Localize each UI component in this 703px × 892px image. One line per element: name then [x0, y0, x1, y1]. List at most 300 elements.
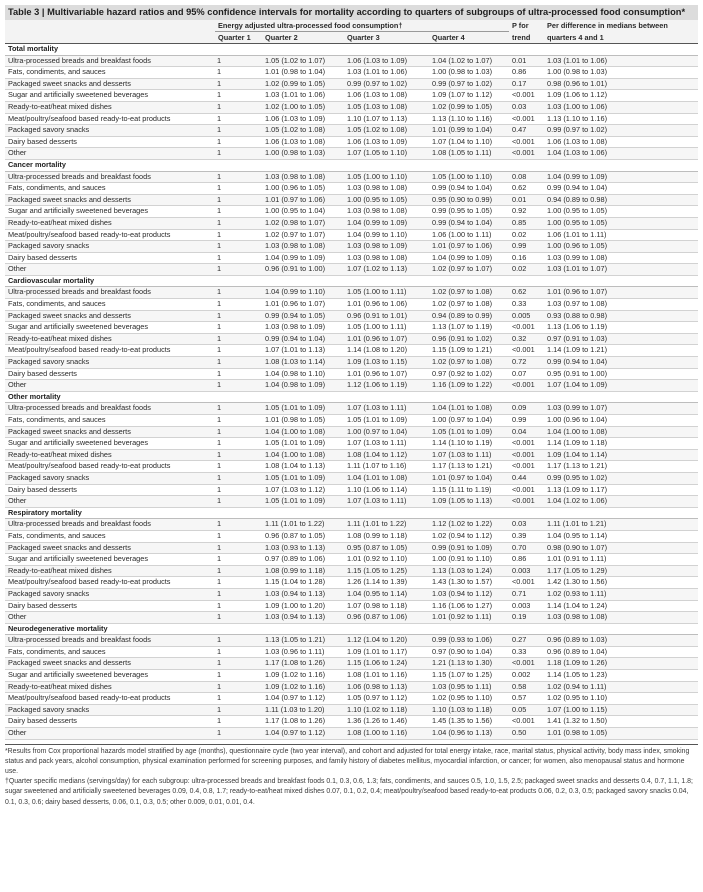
quarter-4-cell: 1.15 (1.07 to 1.25): [429, 670, 509, 682]
subgroup-cell: Packaged sweet snacks and desserts: [5, 310, 215, 322]
quarter-4-cell: 1.06 (1.00 to 1.11): [429, 229, 509, 241]
quarter-2-cell: 1.01 (0.96 to 1.07): [262, 299, 344, 311]
section-title: Neurodegenerative mortality: [5, 623, 698, 635]
p-trend-cell: 0.47: [509, 125, 544, 137]
quarter-1-cell: 1: [215, 322, 262, 334]
quarter-3-cell: 1.11 (1.01 to 1.22): [344, 519, 429, 531]
table-row: [5, 252, 698, 264]
quarter-2-cell: 1.13 (1.05 to 1.21): [262, 635, 344, 647]
quarter-3-cell: 1.10 (1.07 to 1.13): [344, 113, 429, 125]
quarter-4-cell: 1.04 (0.96 to 1.13): [429, 728, 509, 740]
quarter-3-cell: 1.06 (1.03 to 1.09): [344, 55, 429, 67]
header-blank-2: [5, 32, 215, 44]
quarter-2-cell: 1.05 (1.01 to 1.09): [262, 438, 344, 450]
subgroup-cell: Other: [5, 380, 215, 392]
p-trend-cell: 0.62: [509, 183, 544, 195]
header-diff-line2: quarters 4 and 1: [544, 32, 698, 44]
subgroup-cell: Ultra-processed breads and breakfast foods: [5, 635, 215, 647]
quarter-1-cell: 1: [215, 113, 262, 125]
table-row: [5, 345, 698, 357]
subgroup-cell: Ready-to-eat/heat mixed dishes: [5, 217, 215, 229]
quarter-4-cell: 1.09 (1.05 to 1.13): [429, 496, 509, 508]
quarter-2-cell: 1.06 (1.03 to 1.09): [262, 113, 344, 125]
table-row: [5, 704, 698, 716]
quarter-4-cell: 1.02 (0.97 to 1.07): [429, 264, 509, 276]
difference-cell: 1.01 (0.91 to 1.11): [544, 554, 698, 566]
table-row: [5, 693, 698, 705]
subgroup-cell: Meat/poultry/seafood based ready-to-eat products: [5, 229, 215, 241]
quarter-1-cell: 1: [215, 716, 262, 728]
quarter-1-cell: 1: [215, 646, 262, 658]
table-row: [5, 600, 698, 612]
quarter-2-cell: 1.04 (0.98 to 1.09): [262, 380, 344, 392]
table-row: [5, 681, 698, 693]
quarter-1-cell: 1: [215, 194, 262, 206]
quarter-1-cell: 1: [215, 136, 262, 148]
quarter-3-cell: 1.04 (0.99 to 1.10): [344, 229, 429, 241]
subgroup-cell: Meat/poultry/seafood based ready-to-eat products: [5, 693, 215, 705]
subgroup-cell: Dairy based desserts: [5, 252, 215, 264]
quarter-3-cell: 1.01 (0.96 to 1.06): [344, 299, 429, 311]
quarter-4-cell: 1.07 (1.04 to 1.10): [429, 136, 509, 148]
section-heading-row: [5, 507, 698, 519]
table-row: [5, 357, 698, 369]
quarter-3-cell: 1.05 (1.01 to 1.09): [344, 415, 429, 427]
quarter-3-cell: 1.07 (1.02 to 1.13): [344, 264, 429, 276]
table-row: [5, 183, 698, 195]
difference-cell: 1.01 (0.98 to 1.05): [544, 728, 698, 740]
difference-cell: 1.17 (1.05 to 1.29): [544, 565, 698, 577]
subgroup-cell: Fats, condiments, and sauces: [5, 67, 215, 79]
quarter-3-cell: 0.96 (0.87 to 1.06): [344, 612, 429, 624]
header-quarter-2: Quarter 2: [262, 32, 344, 44]
table-row: [5, 415, 698, 427]
quarter-4-cell: 1.09 (1.07 to 1.12): [429, 90, 509, 102]
quarter-4-cell: 0.94 (0.89 to 0.99): [429, 310, 509, 322]
subgroup-cell: Ready-to-eat/heat mixed dishes: [5, 333, 215, 345]
header-quarter-3: Quarter 3: [344, 32, 429, 44]
table-row: [5, 171, 698, 183]
p-trend-cell: 0.09: [509, 403, 544, 415]
quarter-4-cell: 1.45 (1.35 to 1.56): [429, 716, 509, 728]
subgroup-cell: Packaged savory snacks: [5, 241, 215, 253]
difference-cell: 1.09 (1.04 to 1.14): [544, 449, 698, 461]
subgroup-cell: Dairy based desserts: [5, 484, 215, 496]
quarter-3-cell: 1.03 (1.01 to 1.06): [344, 67, 429, 79]
p-trend-cell: 0.86: [509, 554, 544, 566]
difference-cell: 0.93 (0.88 to 0.98): [544, 310, 698, 322]
quarter-1-cell: 1: [215, 148, 262, 160]
table-row: [5, 206, 698, 218]
subgroup-cell: Ready-to-eat/heat mixed dishes: [5, 449, 215, 461]
quarter-4-cell: 1.01 (0.92 to 1.11): [429, 612, 509, 624]
quarter-2-cell: 1.08 (1.04 to 1.13): [262, 461, 344, 473]
quarter-1-cell: 1: [215, 704, 262, 716]
header-p-line2: trend: [509, 32, 544, 44]
quarter-4-cell: 0.99 (0.93 to 1.06): [429, 635, 509, 647]
quarter-1-cell: 1: [215, 252, 262, 264]
quarter-3-cell: 1.15 (1.06 to 1.24): [344, 658, 429, 670]
p-trend-cell: <0.001: [509, 577, 544, 589]
p-trend-cell: 0.50: [509, 728, 544, 740]
difference-cell: 1.03 (1.00 to 1.06): [544, 101, 698, 113]
difference-cell: 1.02 (0.93 to 1.11): [544, 588, 698, 600]
subgroup-cell: Meat/poultry/seafood based ready-to-eat products: [5, 577, 215, 589]
subgroup-cell: Packaged savory snacks: [5, 357, 215, 369]
subgroup-cell: Meat/poultry/seafood based ready-to-eat products: [5, 461, 215, 473]
table-row: [5, 67, 698, 79]
quarter-2-cell: 1.03 (1.01 to 1.06): [262, 90, 344, 102]
quarter-3-cell: 1.05 (1.00 to 1.11): [344, 287, 429, 299]
quarter-2-cell: 1.05 (1.02 to 1.08): [262, 125, 344, 137]
table-row: [5, 310, 698, 322]
p-trend-cell: 0.01: [509, 194, 544, 206]
quarter-4-cell: 0.99 (0.97 to 1.02): [429, 78, 509, 90]
quarter-4-cell: 1.13 (1.07 to 1.19): [429, 322, 509, 334]
subgroup-cell: Other: [5, 496, 215, 508]
quarter-1-cell: 1: [215, 449, 262, 461]
difference-cell: 1.00 (0.98 to 1.03): [544, 67, 698, 79]
quarter-4-cell: 0.99 (0.94 to 1.04): [429, 183, 509, 195]
quarter-1-cell: 1: [215, 530, 262, 542]
subgroup-cell: Fats, condiments, and sauces: [5, 415, 215, 427]
table-row: [5, 426, 698, 438]
difference-cell: 1.04 (1.02 to 1.06): [544, 496, 698, 508]
quarter-1-cell: 1: [215, 345, 262, 357]
difference-cell: 1.00 (0.96 to 1.05): [544, 241, 698, 253]
subgroup-cell: Sugar and artificially sweetened beverages: [5, 90, 215, 102]
subgroup-cell: Ultra-processed breads and breakfast foods: [5, 171, 215, 183]
quarter-4-cell: 1.02 (0.94 to 1.12): [429, 530, 509, 542]
p-trend-cell: <0.001: [509, 90, 544, 102]
quarter-3-cell: 1.06 (1.03 to 1.09): [344, 136, 429, 148]
quarter-2-cell: 1.05 (1.01 to 1.09): [262, 403, 344, 415]
quarter-1-cell: 1: [215, 681, 262, 693]
quarter-4-cell: 1.14 (1.10 to 1.19): [429, 438, 509, 450]
subgroup-cell: Meat/poultry/seafood based ready-to-eat products: [5, 113, 215, 125]
table-row: [5, 136, 698, 148]
table-row: [5, 670, 698, 682]
quarter-1-cell: 1: [215, 357, 262, 369]
subgroup-cell: Dairy based desserts: [5, 136, 215, 148]
quarter-2-cell: 1.03 (0.98 to 1.08): [262, 171, 344, 183]
table-body: [5, 44, 698, 740]
quarter-1-cell: 1: [215, 299, 262, 311]
difference-cell: 0.96 (0.89 to 1.03): [544, 635, 698, 647]
difference-cell: 0.99 (0.94 to 1.04): [544, 183, 698, 195]
quarter-4-cell: 1.01 (0.97 to 1.06): [429, 241, 509, 253]
table-row: [5, 90, 698, 102]
quarter-1-cell: 1: [215, 496, 262, 508]
quarter-1-cell: 1: [215, 310, 262, 322]
p-trend-cell: 0.92: [509, 206, 544, 218]
table-row: [5, 241, 698, 253]
table-row: [5, 125, 698, 137]
subgroup-cell: Ultra-processed breads and breakfast foods: [5, 287, 215, 299]
quarter-4-cell: 1.00 (0.98 to 1.03): [429, 67, 509, 79]
quarter-2-cell: 1.02 (0.98 to 1.07): [262, 217, 344, 229]
table-row: [5, 380, 698, 392]
quarter-2-cell: 1.08 (0.99 to 1.18): [262, 565, 344, 577]
subgroup-cell: Packaged sweet snacks and desserts: [5, 78, 215, 90]
quarter-2-cell: 1.06 (1.03 to 1.08): [262, 136, 344, 148]
quarter-1-cell: 1: [215, 206, 262, 218]
subgroup-cell: Ready-to-eat/heat mixed dishes: [5, 681, 215, 693]
quarter-3-cell: 1.01 (0.92 to 1.10): [344, 554, 429, 566]
subgroup-cell: Packaged sweet snacks and desserts: [5, 542, 215, 554]
p-trend-cell: <0.001: [509, 658, 544, 670]
quarter-2-cell: 0.96 (0.91 to 1.00): [262, 264, 344, 276]
table-row: [5, 646, 698, 658]
quarter-1-cell: 1: [215, 333, 262, 345]
quarter-3-cell: 1.12 (1.06 to 1.19): [344, 380, 429, 392]
quarter-4-cell: 1.21 (1.13 to 1.30): [429, 658, 509, 670]
quarter-3-cell: 1.05 (1.02 to 1.08): [344, 125, 429, 137]
quarter-1-cell: 1: [215, 542, 262, 554]
difference-cell: 1.13 (1.09 to 1.17): [544, 484, 698, 496]
footnote-medians: †Quarter specific medians (servings/day) for each subgroup: ultra-processed breads and breakfast foods 0.1, 0.3, 0.6, 1.3; fats, condiments, and sauces 0.5, 1.0, 1.5, 2.5; packaged sweet snacks and desserts 0.4, 0.7, 1.1, 1.8; sugar sweetened and artificially sweetened beverages 0.09, 0.4, 0.8, 1.7; ready-to-eat/heat mixed dishes 0.07, 0.1, 0.2, 0.4; meat/poultry/seafood based ready-to-eat products 0.06, 0.2, 0.3, 0.5; packaged savory snacks 0.04, 0.1, 0.3, 0.6; dairy based desserts, 0.06, 0.1, 0.3, 0.5; other 0.009, 0.01, 0.01, 0.4.: [5, 778, 693, 806]
table-row: [5, 588, 698, 600]
subgroup-cell: Dairy based desserts: [5, 368, 215, 380]
p-trend-cell: 0.05: [509, 704, 544, 716]
quarter-1-cell: 1: [215, 380, 262, 392]
subgroup-cell: Other: [5, 728, 215, 740]
p-trend-cell: 0.39: [509, 530, 544, 542]
subgroup-cell: Ultra-processed breads and breakfast foods: [5, 55, 215, 67]
quarter-1-cell: 1: [215, 287, 262, 299]
quarter-3-cell: 0.99 (0.97 to 1.02): [344, 78, 429, 90]
quarter-4-cell: 0.96 (0.91 to 1.02): [429, 333, 509, 345]
quarter-1-cell: 1: [215, 426, 262, 438]
header-group-label: Energy adjusted ultra-processed food consumption†: [215, 20, 509, 32]
header-p-line1: P for: [509, 20, 544, 32]
p-trend-cell: 0.33: [509, 646, 544, 658]
table-row: [5, 229, 698, 241]
p-trend-cell: <0.001: [509, 716, 544, 728]
quarter-3-cell: 1.07 (1.03 to 1.11): [344, 496, 429, 508]
table-row: [5, 461, 698, 473]
p-trend-cell: <0.001: [509, 322, 544, 334]
p-trend-cell: 0.16: [509, 252, 544, 264]
quarter-2-cell: 0.97 (0.89 to 1.06): [262, 554, 344, 566]
quarter-2-cell: 1.03 (0.93 to 1.13): [262, 542, 344, 554]
quarter-1-cell: 1: [215, 472, 262, 484]
quarter-1-cell: 1: [215, 125, 262, 137]
quarter-1-cell: 1: [215, 217, 262, 229]
difference-cell: 1.02 (0.95 to 1.10): [544, 693, 698, 705]
quarter-1-cell: 1: [215, 78, 262, 90]
table-row: [5, 217, 698, 229]
table-row: [5, 565, 698, 577]
quarter-1-cell: 1: [215, 438, 262, 450]
table-row: [5, 368, 698, 380]
difference-cell: 1.18 (1.09 to 1.26): [544, 658, 698, 670]
section-title: Total mortality: [5, 44, 698, 56]
difference-cell: 1.14 (1.09 to 1.21): [544, 345, 698, 357]
quarter-3-cell: 1.09 (1.03 to 1.15): [344, 357, 429, 369]
quarter-4-cell: 1.02 (0.97 to 1.08): [429, 299, 509, 311]
quarter-2-cell: 1.02 (1.00 to 1.05): [262, 101, 344, 113]
quarter-4-cell: 1.02 (0.97 to 1.08): [429, 287, 509, 299]
quarter-3-cell: 1.07 (1.03 to 1.11): [344, 403, 429, 415]
section-heading-row: [5, 275, 698, 287]
table-row: [5, 113, 698, 125]
p-trend-cell: <0.001: [509, 461, 544, 473]
table-row: [5, 78, 698, 90]
quarter-2-cell: 1.03 (0.94 to 1.13): [262, 612, 344, 624]
difference-cell: 1.00 (0.95 to 1.05): [544, 217, 698, 229]
quarter-4-cell: 1.15 (1.11 to 1.19): [429, 484, 509, 496]
quarter-2-cell: 1.01 (0.98 to 1.04): [262, 67, 344, 79]
quarter-4-cell: 1.00 (0.91 to 1.10): [429, 554, 509, 566]
subgroup-cell: Sugar and artificially sweetened beverages: [5, 322, 215, 334]
quarter-4-cell: 1.05 (1.00 to 1.10): [429, 171, 509, 183]
difference-cell: 1.00 (0.95 to 1.05): [544, 206, 698, 218]
difference-cell: 1.14 (1.09 to 1.18): [544, 438, 698, 450]
subgroup-cell: Packaged sweet snacks and desserts: [5, 658, 215, 670]
subgroup-cell: Ultra-processed breads and breakfast foods: [5, 519, 215, 531]
p-trend-cell: 0.003: [509, 600, 544, 612]
quarter-4-cell: 1.07 (1.03 to 1.11): [429, 449, 509, 461]
quarter-3-cell: 1.09 (1.01 to 1.17): [344, 646, 429, 658]
quarter-2-cell: 1.04 (1.00 to 1.08): [262, 449, 344, 461]
subgroup-cell: Packaged sweet snacks and desserts: [5, 426, 215, 438]
difference-cell: 1.07 (1.00 to 1.15): [544, 704, 698, 716]
quarter-4-cell: 0.99 (0.91 to 1.09): [429, 542, 509, 554]
table-row: [5, 612, 698, 624]
difference-cell: 1.03 (0.97 to 1.08): [544, 299, 698, 311]
quarter-2-cell: 1.00 (0.98 to 1.03): [262, 148, 344, 160]
table-row: [5, 449, 698, 461]
quarter-2-cell: 1.07 (1.01 to 1.13): [262, 345, 344, 357]
hazard-ratio-table: [5, 20, 698, 740]
header-diff-line1: Per difference in medians between: [544, 20, 698, 32]
subgroup-cell: Other: [5, 612, 215, 624]
quarter-2-cell: 0.99 (0.94 to 1.04): [262, 333, 344, 345]
quarter-4-cell: 1.13 (1.03 to 1.24): [429, 565, 509, 577]
p-trend-cell: 0.72: [509, 357, 544, 369]
difference-cell: 1.09 (1.06 to 1.12): [544, 90, 698, 102]
subgroup-cell: Packaged savory snacks: [5, 704, 215, 716]
p-trend-cell: 0.002: [509, 670, 544, 682]
difference-cell: 1.04 (1.00 to 1.08): [544, 426, 698, 438]
quarter-3-cell: 1.06 (0.98 to 1.13): [344, 681, 429, 693]
quarter-2-cell: 1.07 (1.03 to 1.12): [262, 484, 344, 496]
p-trend-cell: 0.003: [509, 565, 544, 577]
table-row: [5, 403, 698, 415]
quarter-2-cell: 1.04 (1.00 to 1.08): [262, 426, 344, 438]
table-row: [5, 635, 698, 647]
p-trend-cell: 0.005: [509, 310, 544, 322]
difference-cell: 1.17 (1.13 to 1.21): [544, 461, 698, 473]
p-trend-cell: 0.71: [509, 588, 544, 600]
quarter-1-cell: 1: [215, 693, 262, 705]
quarter-2-cell: 1.04 (0.99 to 1.09): [262, 252, 344, 264]
quarter-2-cell: 1.05 (1.01 to 1.09): [262, 496, 344, 508]
subgroup-cell: Ready-to-eat/heat mixed dishes: [5, 101, 215, 113]
quarter-4-cell: 1.08 (1.05 to 1.11): [429, 148, 509, 160]
quarter-1-cell: 1: [215, 728, 262, 740]
difference-cell: 1.06 (1.03 to 1.08): [544, 136, 698, 148]
p-trend-cell: 0.02: [509, 229, 544, 241]
section-title: Respiratory mortality: [5, 507, 698, 519]
subgroup-cell: Other: [5, 148, 215, 160]
quarter-1-cell: 1: [215, 658, 262, 670]
table-row: [5, 322, 698, 334]
p-trend-cell: <0.001: [509, 380, 544, 392]
p-trend-cell: 0.03: [509, 101, 544, 113]
header-quarter-1: Quarter 1: [215, 32, 262, 44]
table-title: Table 3 | Multivariable hazard ratios and 95% confidence intervals for mortality according to quarters of subgroups of ultra-processed food consumption*: [5, 5, 698, 20]
quarter-4-cell: 1.12 (1.02 to 1.22): [429, 519, 509, 531]
p-trend-cell: <0.001: [509, 484, 544, 496]
table-row: [5, 716, 698, 728]
difference-cell: 0.94 (0.89 to 0.98): [544, 194, 698, 206]
quarter-1-cell: 1: [215, 588, 262, 600]
table-row: [5, 519, 698, 531]
quarter-4-cell: 1.15 (1.09 to 1.21): [429, 345, 509, 357]
difference-cell: 1.13 (1.10 to 1.16): [544, 113, 698, 125]
table-row: [5, 472, 698, 484]
subgroup-cell: Dairy based desserts: [5, 716, 215, 728]
quarter-1-cell: 1: [215, 183, 262, 195]
quarter-1-cell: 1: [215, 577, 262, 589]
quarter-1-cell: 1: [215, 415, 262, 427]
quarter-3-cell: 1.04 (1.01 to 1.08): [344, 472, 429, 484]
quarter-3-cell: 1.03 (0.98 to 1.08): [344, 252, 429, 264]
quarter-3-cell: 1.05 (0.97 to 1.12): [344, 693, 429, 705]
p-trend-cell: 0.02: [509, 264, 544, 276]
difference-cell: 0.95 (0.91 to 1.00): [544, 368, 698, 380]
quarter-4-cell: 1.03 (0.94 to 1.12): [429, 588, 509, 600]
quarter-4-cell: 1.02 (0.95 to 1.10): [429, 693, 509, 705]
table-row: [5, 148, 698, 160]
subgroup-cell: Sugar and artificially sweetened beverages: [5, 206, 215, 218]
p-trend-cell: 0.03: [509, 519, 544, 531]
quarter-3-cell: 1.36 (1.26 to 1.46): [344, 716, 429, 728]
p-trend-cell: 0.58: [509, 681, 544, 693]
p-trend-cell: 0.32: [509, 333, 544, 345]
quarter-3-cell: 1.05 (1.03 to 1.08): [344, 101, 429, 113]
quarter-3-cell: 1.03 (0.98 to 1.08): [344, 206, 429, 218]
p-trend-cell: <0.001: [509, 438, 544, 450]
header-blank: [5, 20, 215, 32]
table-row: [5, 554, 698, 566]
quarter-3-cell: 1.26 (1.14 to 1.39): [344, 577, 429, 589]
subgroup-cell: Fats, condiments, and sauces: [5, 530, 215, 542]
quarter-2-cell: 0.96 (0.87 to 1.05): [262, 530, 344, 542]
quarter-4-cell: 0.97 (0.92 to 1.02): [429, 368, 509, 380]
quarter-1-cell: 1: [215, 600, 262, 612]
quarter-2-cell: 1.01 (0.97 to 1.06): [262, 194, 344, 206]
difference-cell: 0.98 (0.90 to 1.07): [544, 542, 698, 554]
header-quarter-4: Quarter 4: [429, 32, 509, 44]
difference-cell: 1.02 (0.94 to 1.11): [544, 681, 698, 693]
quarter-1-cell: 1: [215, 55, 262, 67]
quarter-1-cell: 1: [215, 264, 262, 276]
quarter-4-cell: 1.17 (1.13 to 1.21): [429, 461, 509, 473]
subgroup-cell: Ultra-processed breads and breakfast foods: [5, 403, 215, 415]
quarter-4-cell: 1.02 (0.97 to 1.08): [429, 357, 509, 369]
quarter-1-cell: 1: [215, 229, 262, 241]
quarter-2-cell: 1.05 (1.01 to 1.09): [262, 472, 344, 484]
quarter-3-cell: 1.11 (1.07 to 1.16): [344, 461, 429, 473]
p-trend-cell: 0.19: [509, 612, 544, 624]
quarter-3-cell: 1.04 (0.99 to 1.09): [344, 217, 429, 229]
difference-cell: 0.99 (0.95 to 1.02): [544, 472, 698, 484]
quarter-3-cell: 1.01 (0.96 to 1.07): [344, 368, 429, 380]
quarter-3-cell: 1.08 (1.04 to 1.12): [344, 449, 429, 461]
